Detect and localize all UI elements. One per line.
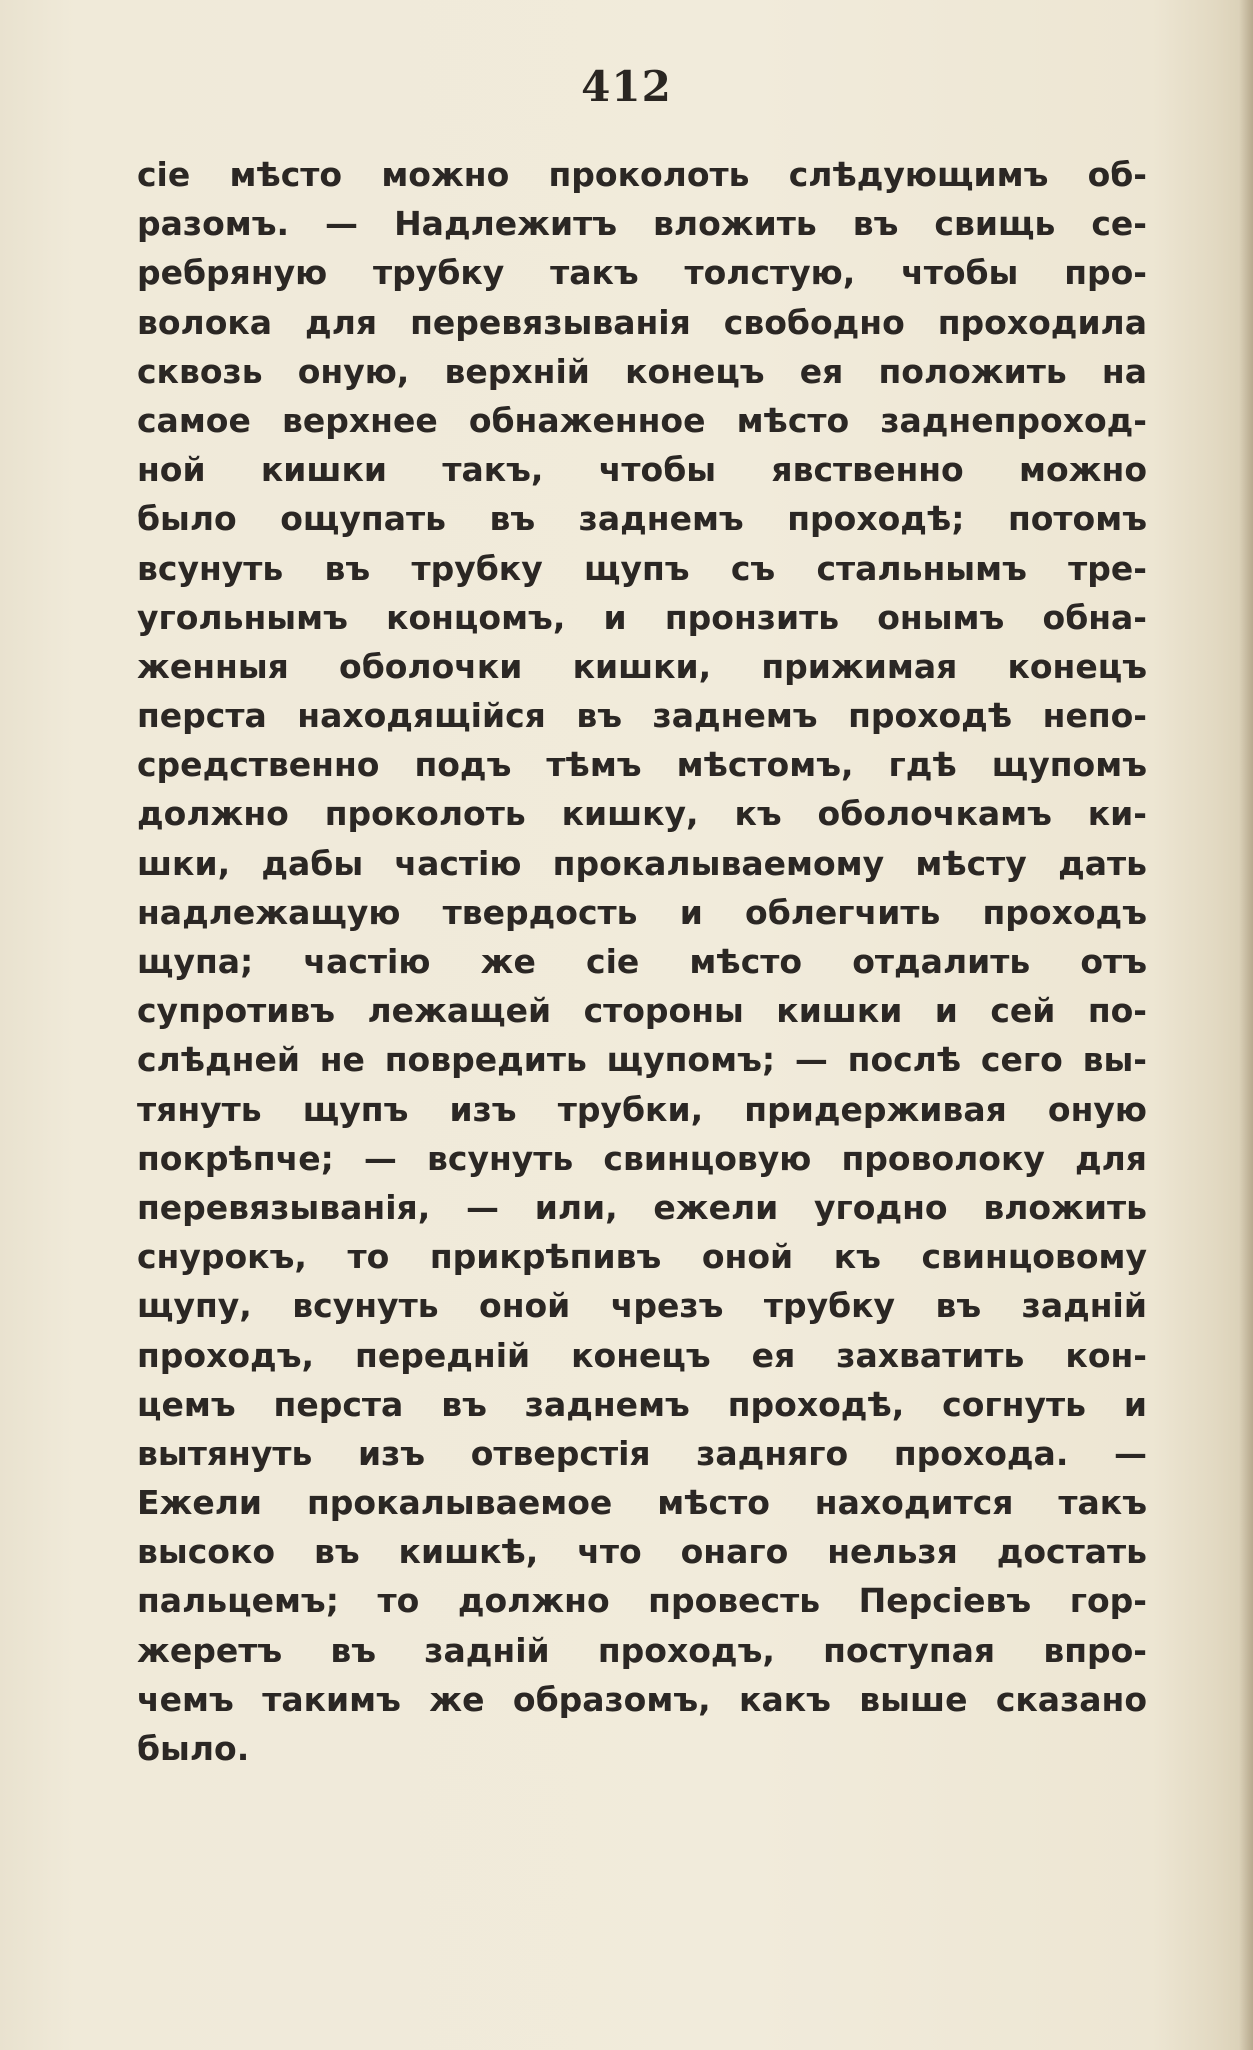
text-line: цемъ перста въ заднемъ проходѣ, согнуть и (137, 1384, 1147, 1424)
text-line: супротивъ лежащей стороны кишки и сей по- (137, 991, 1147, 1031)
text-line: надлежащую твердость и облегчить проходъ (137, 892, 1147, 932)
text-line: разомъ. — Надлежитъ вложить въ свищь се- (137, 204, 1147, 244)
text-line: должно проколоть кишку, къ оболочкамъ ки- (137, 794, 1147, 834)
text-line: сіе мѣсто можно проколоть слѣдующимъ об- (137, 155, 1147, 194)
page-edge-shadow (1239, 0, 1253, 2050)
text-line: женныя оболочки кишки, прижимая конецъ (137, 646, 1147, 686)
text-line: ной кишки такъ, чтобы явственно можно (137, 450, 1147, 490)
text-line: проходъ, передній конецъ ея захватить кон- (137, 1335, 1147, 1375)
text-line: жеретъ въ задній проходъ, поступая впро- (137, 1630, 1147, 1670)
text-line: чемъ такимъ же образомъ, какъ выше сказано (137, 1679, 1147, 1719)
text-line: слѣдней не повредить щупомъ; — послѣ сего вы- (137, 1040, 1147, 1080)
text-line: было. (137, 1729, 250, 1768)
text-line: покрѣпче; — всунуть свинцовую проволоку для (137, 1138, 1147, 1178)
text-line: щупа; частію же сіе мѣсто отдалить отъ (137, 942, 1147, 981)
text-line: снурокъ, то прикрѣпивъ оной къ свинцовому (137, 1237, 1147, 1277)
body-text (137, 150, 1147, 1773)
text-line: тянуть щупъ изъ трубки, придерживая оную (137, 1089, 1147, 1129)
text-line: ребряную трубку такъ толстую, чтобы про- (137, 253, 1147, 293)
text-line: щупу, всунуть оной чрезъ трубку въ задній (137, 1286, 1147, 1326)
text-line: перевязыванія, — или, ежели угодно вложить (137, 1187, 1147, 1227)
text-line: перста находящійся въ заднемъ проходѣ непо- (137, 696, 1147, 736)
text-line: было ощупать въ заднемъ проходѣ; потомъ (137, 499, 1147, 539)
text-line: пальцемъ; то должно провесть Персіевъ гор- (137, 1581, 1147, 1621)
text-line: всунуть въ трубку щупъ съ стальнымъ тре- (137, 548, 1147, 588)
text-line: высоко въ кишкѣ, что онаго нельзя достать (137, 1532, 1147, 1572)
text-line: самое верхнее обнаженное мѣсто заднепроход- (137, 400, 1147, 440)
page-number: 412 (581, 62, 672, 111)
text-line: шки, дабы частію прокалываемому мѣсту дать (137, 843, 1147, 883)
text-line: угольнымъ концомъ, и пронзить онымъ обна- (137, 597, 1147, 637)
text-line: сквозь оную, верхній конецъ ея положить на (137, 351, 1147, 391)
text-line: вытянуть изъ отверстія задняго прохода. — (137, 1433, 1147, 1473)
text-line: средственно подъ тѣмъ мѣстомъ, гдѣ щупомъ (137, 745, 1147, 785)
text-line: волока для перевязыванія свободно проходила (137, 302, 1147, 342)
text-line: Ежели прокалываемое мѣсто находится такъ (137, 1483, 1147, 1523)
